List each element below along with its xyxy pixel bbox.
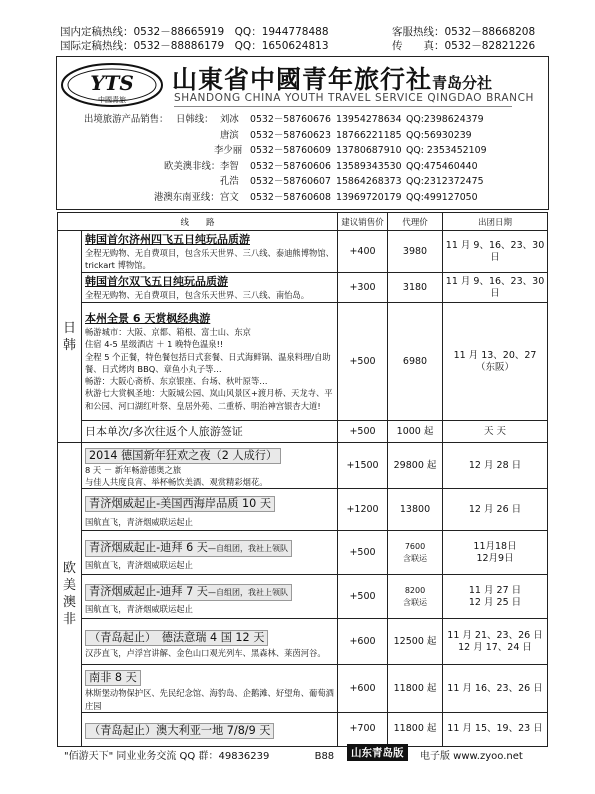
contact-name: 李智 [220, 160, 239, 172]
route-title [85, 584, 292, 601]
logo-caption: 中國青旅 [98, 96, 126, 104]
contact-phone: 0532－58760623 [250, 129, 331, 141]
contact-qq: QQ:2398624379 [406, 114, 484, 125]
contact-phone: 0532－58760607 [250, 176, 331, 188]
suggested-price: +500 [338, 421, 388, 443]
contact-mobile: 13969720179 [336, 191, 402, 203]
service-hotline: 客服热线：0532－88668208 [392, 26, 536, 38]
fax-line: 传 真：0532－82821226 [392, 40, 536, 52]
route-title: 韩国首尔济州四飞五日纯玩品质游 [85, 232, 250, 246]
suggested-price: +400 [338, 231, 388, 273]
table-row [58, 665, 548, 712]
departure-dates: 12 月 28 日 [443, 443, 548, 489]
route-cell [82, 303, 338, 421]
departure-dates: 11 月 9、16、23、30 日 [443, 231, 548, 273]
contact-group: 日韩线： [176, 114, 214, 125]
agent-price: 8200 [404, 585, 426, 595]
route-desc: 林斯堡动物保护区、先民纪念馆、海豹岛、企鹅滩、好望角、葡萄酒庄园 [85, 688, 334, 711]
col-header-departure-date: 出团日期 [443, 213, 548, 231]
contact-group: 欧美澳非线： [164, 160, 221, 172]
contact-lead: 出境旅游产品销售： [84, 114, 169, 125]
table-row [58, 489, 548, 531]
tour-price-table [57, 212, 548, 747]
agent-price: 12500 起 [388, 619, 443, 665]
table-row [58, 443, 548, 489]
contact-qq: QQ:499127050 [406, 191, 478, 203]
agent-price-cell [388, 531, 443, 575]
agent-price-cell [388, 575, 443, 619]
col-header-agent-price: 代理价 [388, 213, 443, 231]
route-desc: 8 天 － 新年畅游德奥之旅 与佳人共度良宵、举杯畅饮美酒、观赏精彩烟花。 [85, 465, 268, 488]
suggested-price: +1500 [338, 443, 388, 489]
contact-phone: 0532－58760676 [250, 114, 331, 125]
route-title-text: 青济烟威起止-迪拜 7 天 [89, 584, 208, 598]
contact-mobile: 13589343530 [336, 160, 402, 172]
table-row [58, 712, 548, 746]
region-europe-america-australia-africa: 欧 美 澳 非 [58, 443, 82, 747]
contact-mobile: 15864268373 [336, 176, 402, 188]
col-header-route: 线 路 [58, 213, 338, 231]
suggested-price: +500 [338, 531, 388, 575]
route-cell [82, 575, 338, 619]
agent-price: 7600 [404, 541, 426, 551]
agency-title-branch: 青岛分社 [432, 74, 493, 92]
agency-title [172, 60, 492, 96]
contact-qq: QQ:475460440 [406, 160, 478, 172]
route-cell [82, 443, 338, 489]
table-row [58, 619, 548, 665]
suggested-price: +500 [338, 575, 388, 619]
suggested-price: +1200 [338, 489, 388, 531]
route-cell [82, 665, 338, 712]
agency-title-english: SHANDONG CHINA YOUTH TRAVEL SERVICE QINGDAO BRANCH [174, 92, 535, 104]
departure-dates: 11 月 9、16、23、30 日 [443, 273, 548, 303]
departure-dates: 11月18日 12月9日 [443, 531, 548, 575]
agent-price-note: 含联运 [403, 553, 428, 563]
agent-price: 13800 [388, 489, 443, 531]
title-underline [174, 106, 512, 107]
logo-mark: YTS [90, 71, 134, 95]
departure-dates: 11 月 13、20、27 （东阪） [443, 303, 548, 421]
departure-dates: 11 月 15、19、23 日 [443, 712, 548, 746]
agent-price: 29800 起 [388, 443, 443, 489]
contact-name: 孔浩 [220, 176, 239, 188]
departure-dates: 11 月 27 日 12 月 25 日 [443, 575, 548, 619]
departure-dates: 天 天 [443, 421, 548, 443]
route-desc: 汉莎直飞，卢浮宫讲解、金色山口观光列车、黑森林、莱茵河谷。 [85, 647, 326, 658]
domestic-hotline: 国内定稿热线：0532－88665919 QQ：1944778488 [60, 26, 329, 38]
table-row [58, 303, 548, 421]
agent-price: 3180 [388, 273, 443, 303]
table-row [58, 231, 548, 273]
company-logo [60, 62, 164, 108]
contact-qq: QQ:56930239 [406, 129, 472, 141]
route-cell [82, 273, 338, 303]
table-row [58, 531, 548, 575]
contact-phone: 0532－58760608 [250, 191, 331, 203]
suggested-price: +500 [338, 303, 388, 421]
footer-qq-text: "佰游天下" 同业业务交流 QQ 群：49836239 [64, 751, 270, 762]
route-cell [82, 531, 338, 575]
international-hotline: 国际定稿热线：0532－88886179 QQ：1650624813 [60, 40, 329, 52]
agent-price: 11800 起 [388, 712, 443, 746]
page-number: B88 [314, 751, 335, 762]
route-title [85, 540, 292, 557]
route-title: 日本单次/多次往返个人旅游签证 [85, 425, 243, 438]
route-cell [82, 421, 338, 443]
route-desc: 畅游城市：大阪、京都、箱根、富士山、东京 住宿 4-5 星级酒店 ＋ 1 晚特色温泉!! 全程 5 个正餐，特色餐包括日式套餐、日式海鲜锅、温泉料理/自助餐、日式烤肉 BBQ、章鱼小丸子等… 畅游：大阪心斋桥、东京银座、台场、秋叶原等… 秋游七大赏枫圣地：大阪城公园、岚山风景区+渡月桥、天龙寺、平和公园、河口湖红叶祭、皇居外苑、二重桥、明治神宫银杏大道! [85, 327, 333, 411]
footer-qq-group [64, 747, 334, 762]
route-title: 本州全景 6 天赏枫经典游 [85, 312, 211, 326]
route-cell [82, 489, 338, 531]
agent-price: 11800 起 [388, 665, 443, 712]
contact-qq: QQ: 2353452109 [406, 145, 487, 157]
agent-price: 1000 起 [388, 421, 443, 443]
contact-name: 刘冰 [220, 114, 239, 125]
contact-mobile: 13954278634 [336, 114, 402, 125]
route-title-note: —自组团，我社上领队 [207, 543, 288, 553]
contact-phone: 0532－58760606 [250, 160, 331, 172]
agent-price: 3980 [388, 231, 443, 273]
region-japan-korea: 日 韩 [58, 231, 82, 443]
contact-name: 李少丽 [214, 145, 243, 157]
table-row [58, 273, 548, 303]
col-header-suggested-price: 建议销售价 [338, 213, 388, 231]
route-title: 2014 德国新年狂欢之夜（2 人成行） [85, 448, 281, 464]
route-cell [82, 619, 338, 665]
contact-mobile: 13780687910 [336, 145, 402, 157]
edition-badge: 山东青岛版 [347, 744, 408, 761]
agent-price-note: 含联运 [403, 597, 428, 607]
table-row [58, 575, 548, 619]
contact-group: 港澳东南亚线： [154, 191, 220, 203]
contact-phone: 0532－58760609 [250, 145, 331, 157]
table-row [58, 421, 548, 443]
contact-name: 宫文 [220, 191, 239, 203]
route-title-note: —自组团，我社上领队 [207, 587, 288, 597]
table-header-row [58, 213, 548, 231]
agent-price: 6980 [388, 303, 443, 421]
suggested-price: +600 [338, 619, 388, 665]
route-desc: 国航直飞，青济烟威联运起止 [85, 603, 193, 614]
route-title: 韩国首尔双飞五日纯玩品质游 [85, 274, 228, 288]
suggested-price: +300 [338, 273, 388, 303]
route-title: （青岛起止）澳大利亚一地 7/8/9 天 [85, 723, 274, 739]
route-desc: 国航直飞，青济烟威联运起止 [85, 517, 193, 528]
route-title-text: 青济烟威起止-迪拜 6 天 [89, 540, 208, 554]
route-title: 南非 8 天 [85, 670, 141, 686]
suggested-price: +600 [338, 665, 388, 712]
suggested-price: +700 [338, 712, 388, 746]
route-desc: 国航直飞，青济烟威联运起止 [85, 559, 193, 570]
contact-mobile: 18766221185 [336, 129, 402, 141]
departure-dates: 12 月 26 日 [443, 489, 548, 531]
footer-website[interactable]: 电子版 www.zyoo.net [420, 751, 523, 762]
route-cell [82, 712, 338, 746]
route-desc: 全程无购物、无自费项目，包含乐天世界、三八线、泰迪熊博物馆、trickart 博物馆。 [85, 247, 334, 270]
contact-name: 唐滨 [220, 129, 239, 141]
route-title: （青岛起止） 德法意瑞 4 国 12 天 [85, 630, 268, 646]
route-title: 青济烟威起止-美国西海岸品质 10 天 [85, 496, 275, 512]
route-desc: 全程无购物、无自费项目，包含乐天世界、三八线、南怡岛。 [85, 289, 310, 300]
agency-title-main: 山東省中國青年旅行社 [172, 65, 433, 94]
route-cell [82, 231, 338, 273]
departure-dates: 11 月 16、23、26 日 [443, 665, 548, 712]
departure-dates: 11 月 21、23、26 日 12 月 17、24 日 [443, 619, 548, 665]
contact-qq: QQ:2312372475 [406, 176, 484, 188]
